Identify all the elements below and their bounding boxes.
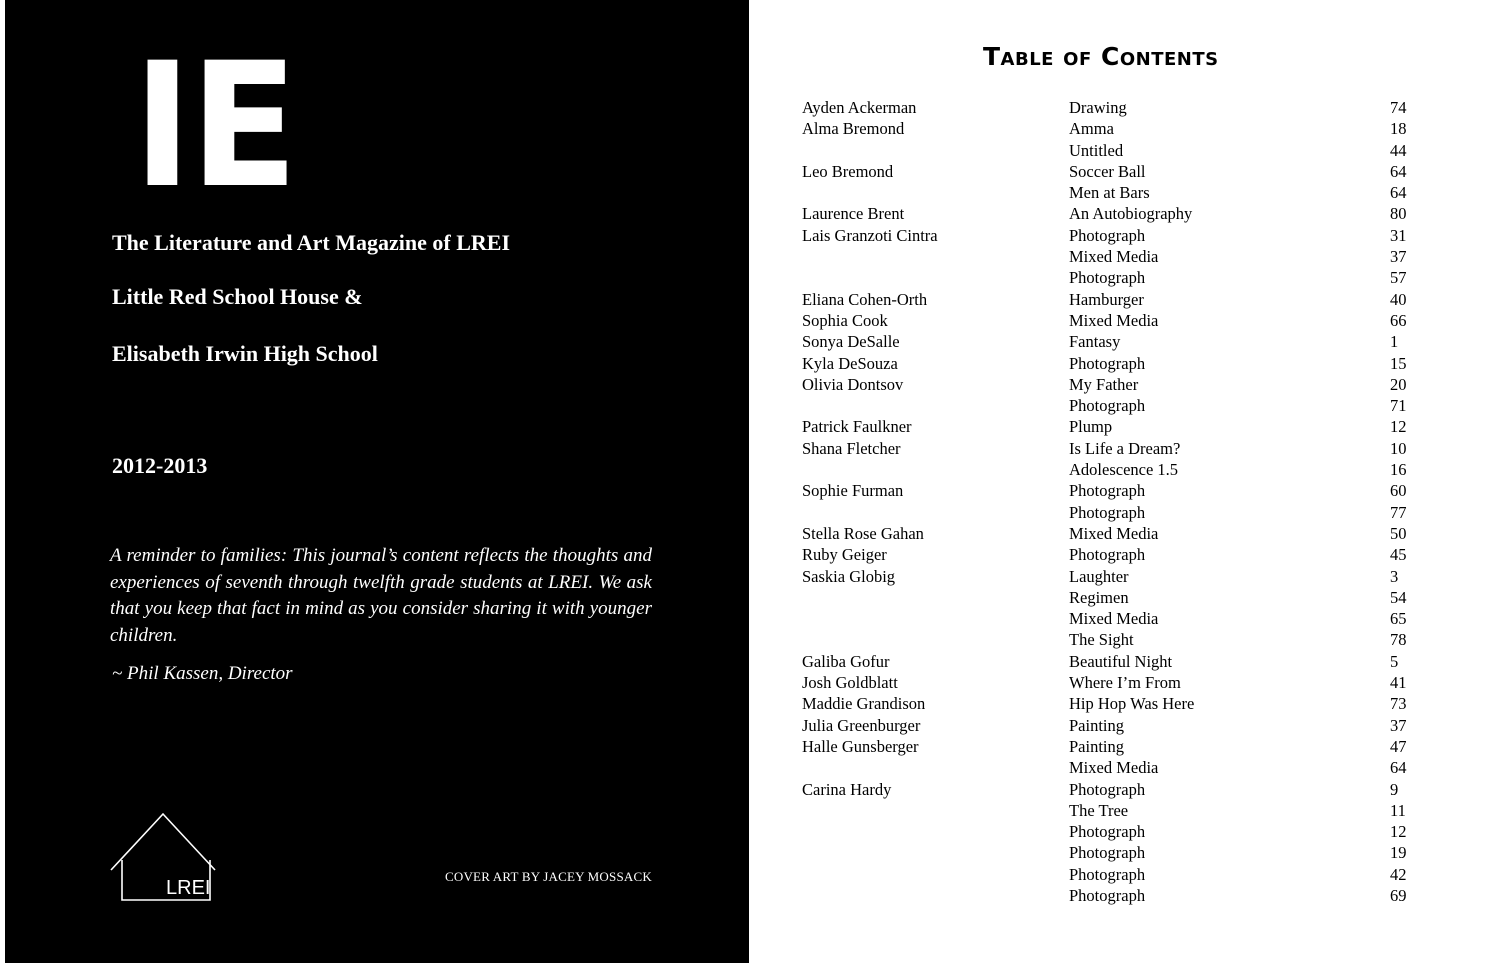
toc-work: Photograph xyxy=(1069,481,1146,501)
toc-page: 20 xyxy=(1390,374,1407,394)
director-signature: ~ Phil Kassen, Director xyxy=(112,663,293,684)
toc-row xyxy=(802,416,1422,437)
toc-page: 1 xyxy=(1390,332,1399,352)
toc-author: Julia Greenburger xyxy=(802,715,921,735)
toc-row xyxy=(802,182,1422,203)
toc-row xyxy=(802,161,1422,182)
toc-author: Eliana Cohen-Orth xyxy=(802,289,928,309)
toc-author: Patrick Faulkner xyxy=(802,417,912,437)
toc-author: Maddie Grandison xyxy=(802,694,926,714)
toc-page: 11 xyxy=(1390,800,1406,820)
toc-row xyxy=(802,757,1422,778)
toc-work: Drawing xyxy=(1069,98,1127,117)
toc-work: Men at Bars xyxy=(1069,183,1150,203)
toc-author: Carina Hardy xyxy=(802,779,892,799)
toc-row xyxy=(802,779,1422,800)
toc-page: 65 xyxy=(1390,609,1407,629)
toc-page: 60 xyxy=(1390,481,1407,501)
toc-page: 54 xyxy=(1390,587,1407,607)
toc-page: 41 xyxy=(1390,673,1407,693)
toc-page: 10 xyxy=(1390,438,1407,458)
toc-work: Amma xyxy=(1069,119,1114,139)
toc-author: Saskia Globig xyxy=(802,566,896,586)
toc-page: 57 xyxy=(1390,268,1407,288)
toc-work: Mixed Media xyxy=(1069,310,1159,330)
toc-work: Hip Hop Was Here xyxy=(1069,694,1195,714)
toc-author: Sophia Cook xyxy=(802,310,888,330)
toc-author: Ayden Ackerman xyxy=(802,98,917,117)
toc-page: 3 xyxy=(1390,566,1399,586)
toc-page: 69 xyxy=(1390,885,1407,905)
toc-author: Leo Bremond xyxy=(802,161,894,181)
toc-author: Josh Goldblatt xyxy=(802,673,898,693)
toc-row xyxy=(802,587,1422,608)
toc-work: Untitled xyxy=(1069,140,1124,160)
toc-work: Painting xyxy=(1069,715,1125,735)
toc-work: Photograph xyxy=(1069,843,1146,863)
lrei-logo-text: LREI xyxy=(166,877,211,899)
toc-page: 9 xyxy=(1390,779,1399,799)
toc-work: Adolescence 1.5 xyxy=(1069,460,1179,480)
toc-work: An Autobiography xyxy=(1069,204,1193,224)
toc-row xyxy=(802,395,1422,416)
toc-row xyxy=(802,821,1422,842)
family-reminder-text: A reminder to families: This journal’s content reflects the thoughts and experiences of seventh through twelfth grade students at LREI. We ask that you keep that fact in mind as you consider sharing it with younger children. xyxy=(110,545,652,646)
toc-page: 42 xyxy=(1390,864,1407,884)
toc-page: 5 xyxy=(1390,651,1399,671)
toc-page: 50 xyxy=(1390,523,1407,543)
toc-page: 12 xyxy=(1390,417,1407,437)
toc-page: 73 xyxy=(1390,694,1407,714)
toc-work: Laughter xyxy=(1069,566,1129,586)
magazine-subtitle-line-3: Elisabeth Irwin High School xyxy=(112,341,378,366)
toc-row xyxy=(802,608,1422,629)
toc-author: Halle Gunsberger xyxy=(802,736,919,756)
toc-page: 77 xyxy=(1390,502,1407,522)
toc-work: Photograph xyxy=(1069,779,1146,799)
toc-work: Soccer Ball xyxy=(1069,161,1146,181)
toc-work: My Father xyxy=(1069,374,1139,394)
toc-work: Mixed Media xyxy=(1069,609,1159,629)
magazine-subtitle-line-1: The Literature and Art Magazine of LREI xyxy=(112,230,511,255)
toc-work: Photograph xyxy=(1069,396,1146,416)
lrei-house-logo xyxy=(110,812,216,902)
toc-author: Lais Granzoti Cintra xyxy=(802,225,938,245)
toc-row xyxy=(802,140,1422,161)
toc-row xyxy=(802,842,1422,863)
toc-row xyxy=(802,459,1422,480)
toc-row xyxy=(802,480,1422,501)
toc-page: 80 xyxy=(1390,204,1407,224)
toc-work: Painting xyxy=(1069,736,1125,756)
magazine-logo: IE xyxy=(133,25,297,226)
toc-row xyxy=(802,800,1422,821)
toc-author: Kyla DeSouza xyxy=(802,353,898,373)
toc-page: 19 xyxy=(1390,843,1407,863)
toc-row xyxy=(802,672,1422,693)
toc-work: Mixed Media xyxy=(1069,758,1159,778)
toc-row xyxy=(802,374,1422,395)
toc-page: 64 xyxy=(1390,161,1407,181)
toc-row xyxy=(802,544,1422,565)
toc-page: 37 xyxy=(1390,247,1407,267)
toc-row xyxy=(802,715,1422,736)
toc-page: 37 xyxy=(1390,715,1407,735)
toc-work: Regimen xyxy=(1069,587,1129,607)
toc-work: Beautiful Night xyxy=(1069,651,1173,671)
toc-list xyxy=(802,97,1422,906)
toc-page: 31 xyxy=(1390,225,1407,245)
toc-page: 64 xyxy=(1390,758,1407,778)
toc-page: 64 xyxy=(1390,183,1407,203)
toc-work: Plump xyxy=(1069,417,1113,437)
toc-author: Galiba Gofur xyxy=(802,651,890,671)
toc-row xyxy=(802,331,1422,352)
toc-work: Hamburger xyxy=(1069,289,1144,309)
toc-work: Mixed Media xyxy=(1069,247,1159,267)
toc-page: 40 xyxy=(1390,289,1407,309)
toc-author: Olivia Dontsov xyxy=(802,374,904,394)
toc-page: 66 xyxy=(1390,310,1407,330)
toc-work: Photograph xyxy=(1069,502,1146,522)
toc-row xyxy=(802,289,1422,310)
toc-row xyxy=(802,267,1422,288)
toc-author: Ruby Geiger xyxy=(802,545,887,565)
toc-row xyxy=(802,523,1422,544)
toc-page: 74 xyxy=(1390,98,1407,117)
toc-row xyxy=(802,225,1422,246)
toc-page: 45 xyxy=(1390,545,1407,565)
cover-art-credit: COVER ART BY JACEY MOSSACK xyxy=(445,869,652,884)
toc-work: Photograph xyxy=(1069,885,1146,905)
toc-page: 44 xyxy=(1390,140,1407,160)
toc-work: Fantasy xyxy=(1069,332,1121,352)
toc-author: Laurence Brent xyxy=(802,204,905,224)
toc-work: Is Life a Dream? xyxy=(1069,438,1181,458)
toc-page: 12 xyxy=(1390,822,1407,842)
toc-work: Mixed Media xyxy=(1069,523,1159,543)
toc-row xyxy=(802,885,1422,906)
toc-row xyxy=(802,310,1422,331)
toc-row xyxy=(802,651,1422,672)
toc-page: 18 xyxy=(1390,119,1407,139)
toc-row xyxy=(802,864,1422,885)
toc-row xyxy=(802,629,1422,650)
toc-row xyxy=(802,203,1422,224)
toc-work: Photograph xyxy=(1069,822,1146,842)
toc-row xyxy=(802,97,1422,118)
toc-work: Photograph xyxy=(1069,864,1146,884)
toc-page: 16 xyxy=(1390,460,1407,480)
toc-author: Stella Rose Gahan xyxy=(802,523,924,543)
toc-row xyxy=(802,736,1422,757)
toc-row xyxy=(802,438,1422,459)
toc-row xyxy=(802,118,1422,139)
toc-row xyxy=(802,693,1422,714)
toc-author: Sophie Furman xyxy=(802,481,904,501)
toc-page: 15 xyxy=(1390,353,1407,373)
toc-row xyxy=(802,246,1422,267)
toc-row xyxy=(802,353,1422,374)
toc-work: Photograph xyxy=(1069,225,1146,245)
toc-row xyxy=(802,566,1422,587)
toc-page: 78 xyxy=(1390,630,1407,650)
toc-work: Photograph xyxy=(1069,545,1146,565)
toc-page: 71 xyxy=(1390,396,1407,416)
toc-work: Photograph xyxy=(1069,268,1146,288)
toc-author: Sonya DeSalle xyxy=(802,332,900,352)
toc-author: Shana Fletcher xyxy=(802,438,901,458)
toc-work: Photograph xyxy=(1069,353,1146,373)
toc-work: Where I’m From xyxy=(1069,673,1181,693)
toc-title: Table of Contents xyxy=(983,42,1219,71)
toc-row xyxy=(802,502,1422,523)
toc-work: The Sight xyxy=(1069,630,1134,650)
cover-page xyxy=(5,0,749,963)
magazine-subtitle-line-2: Little Red School House & xyxy=(112,284,363,309)
toc-page: 47 xyxy=(1390,736,1407,756)
publication-year: 2012-2013 xyxy=(112,453,208,478)
toc-author: Alma Bremond xyxy=(802,119,905,139)
toc-work: The Tree xyxy=(1069,800,1129,820)
